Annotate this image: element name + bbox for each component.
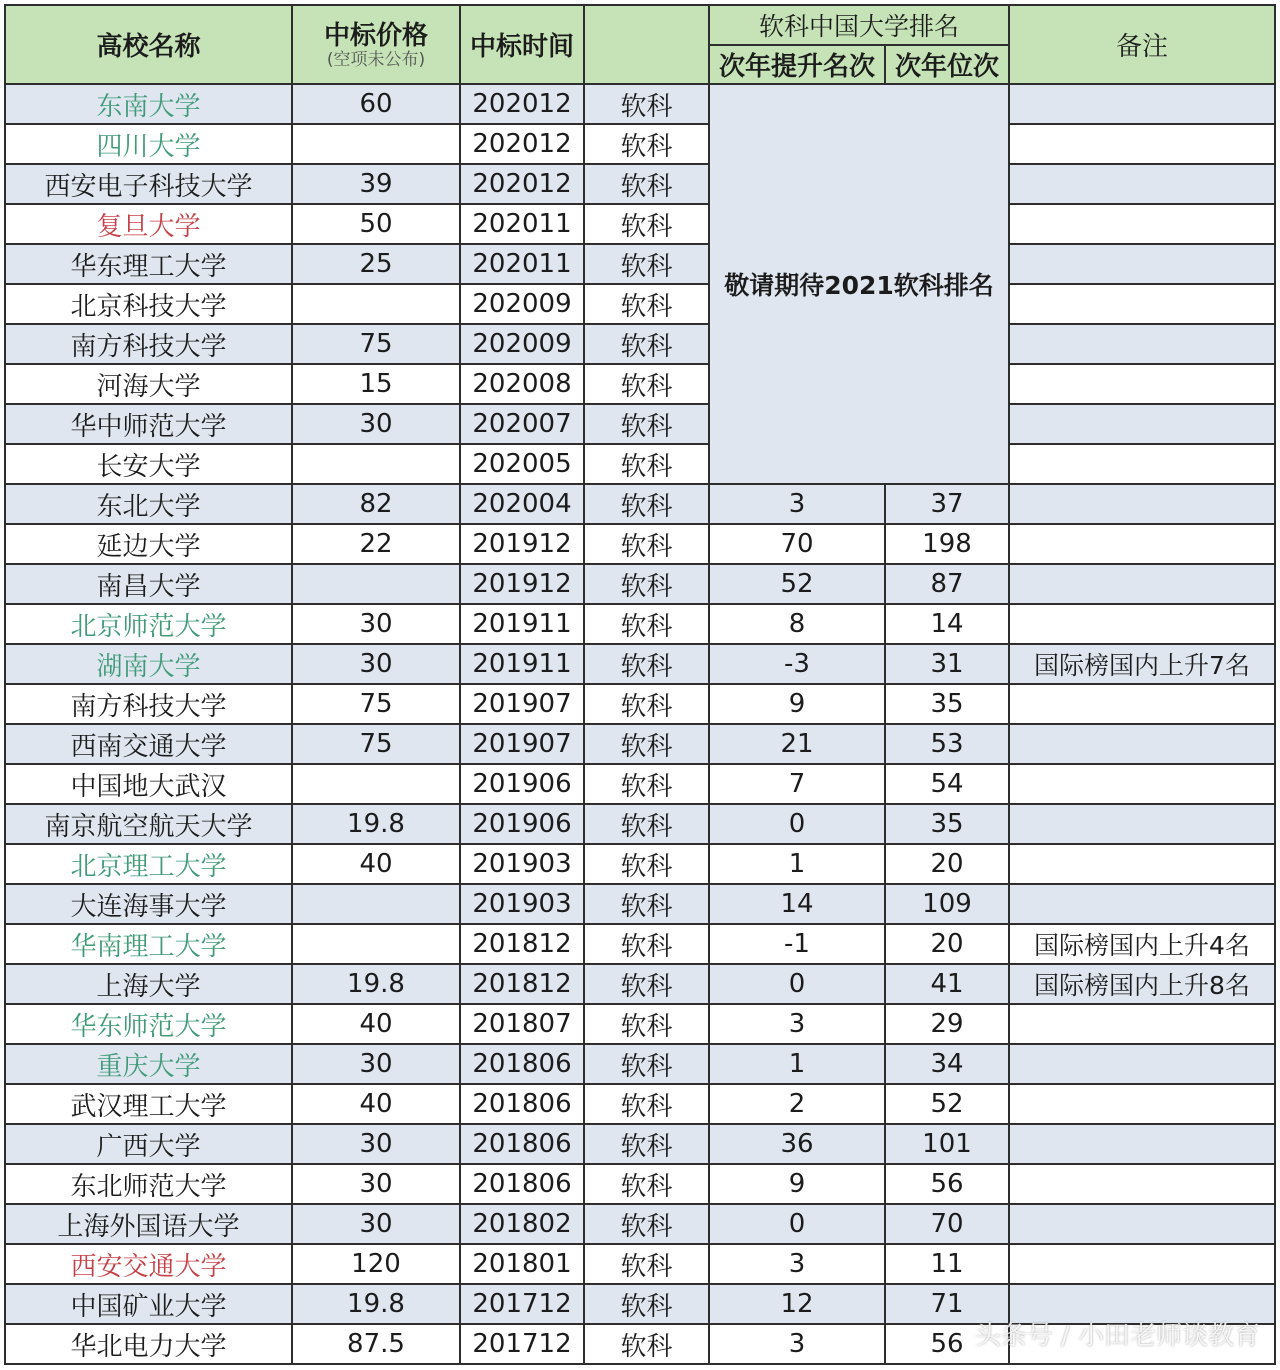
bid-time-cell: 202012: [460, 164, 584, 204]
ranking-type-cell: 软科: [584, 1084, 709, 1124]
table-row: [5, 1204, 1275, 1244]
school-name-cell: 河海大学: [5, 364, 292, 404]
rank-position-cell: 56: [885, 1324, 1009, 1364]
rank-position-cell: 87: [885, 564, 1009, 604]
bid-price-cell: [292, 124, 460, 164]
school-name-cell: 中国矿业大学: [5, 1284, 292, 1324]
bid-price-cell: 87.5: [292, 1324, 460, 1364]
table-body: [5, 84, 1275, 1364]
rank-position-cell: 41: [885, 964, 1009, 1004]
bid-time-cell: 201907: [460, 684, 584, 724]
bid-time-cell: 201812: [460, 964, 584, 1004]
table-row: [5, 284, 1275, 324]
ranking-type-cell: 软科: [584, 284, 709, 324]
rank-position-cell: 11: [885, 1244, 1009, 1284]
header-rank-change: 次年提升名次: [709, 45, 885, 84]
table-row: [5, 524, 1275, 564]
table-row: [5, 684, 1275, 724]
school-name-cell: 南方科技大学: [5, 324, 292, 364]
ranking-type-cell: 软科: [584, 1004, 709, 1044]
ranking-type-cell: 软科: [584, 1124, 709, 1164]
rank-position-cell: 53: [885, 724, 1009, 764]
table-row: [5, 124, 1275, 164]
remark-cell: [1009, 604, 1275, 644]
header-rank-position: 次年位次: [885, 45, 1009, 84]
ranking-type-cell: 软科: [584, 524, 709, 564]
remark-cell: [1009, 524, 1275, 564]
bid-time-cell: 201806: [460, 1164, 584, 1204]
table-row: [5, 764, 1275, 804]
rank-change-cell: 36: [709, 1124, 885, 1164]
bid-time-cell: 201812: [460, 924, 584, 964]
rank-position-cell: 37: [885, 484, 1009, 524]
rank-position-cell: 56: [885, 1164, 1009, 1204]
remark-cell: [1009, 1204, 1275, 1244]
ranking-type-cell: 软科: [584, 1244, 709, 1284]
ranking-type-cell: 软科: [584, 364, 709, 404]
rank-position-cell: 34: [885, 1044, 1009, 1084]
rank-change-cell: 12: [709, 1284, 885, 1324]
bid-price-cell: [292, 884, 460, 924]
bid-time-cell: 202009: [460, 284, 584, 324]
bid-time-cell: 202008: [460, 364, 584, 404]
school-name-cell: 长安大学: [5, 444, 292, 484]
table-row: [5, 804, 1275, 844]
bid-price-cell: 19.8: [292, 1284, 460, 1324]
ranking-type-cell: 软科: [584, 84, 709, 124]
table-row: [5, 844, 1275, 884]
rank-position-cell: 101: [885, 1124, 1009, 1164]
table-row: [5, 644, 1275, 684]
rank-change-cell: 52: [709, 564, 885, 604]
ranking-type-cell: 软科: [584, 484, 709, 524]
rank-change-cell: 0: [709, 1204, 885, 1244]
remark-cell: [1009, 1004, 1275, 1044]
table-row: [5, 1284, 1275, 1324]
remark-cell: [1009, 204, 1275, 244]
header-school: 高校名称: [5, 5, 292, 84]
remark-cell: 国际榜国内上升4名: [1009, 924, 1275, 964]
ranking-type-cell: 软科: [584, 964, 709, 1004]
remark-cell: [1009, 884, 1275, 924]
table-row: [5, 1244, 1275, 1284]
table-row: [5, 484, 1275, 524]
rank-change-cell: 14: [709, 884, 885, 924]
remark-cell: [1009, 684, 1275, 724]
school-name-cell: 南方科技大学: [5, 684, 292, 724]
remark-cell: [1009, 444, 1275, 484]
rank-position-cell: 35: [885, 684, 1009, 724]
bid-price-cell: [292, 564, 460, 604]
school-name-cell: 西安交通大学: [5, 1244, 292, 1284]
school-name-cell: 东南大学: [5, 84, 292, 124]
bid-price-cell: 40: [292, 1084, 460, 1124]
rank-position-cell: 14: [885, 604, 1009, 644]
bid-time-cell: 201907: [460, 724, 584, 764]
header-type-blank: [584, 5, 709, 84]
ranking-type-cell: 软科: [584, 564, 709, 604]
table-row: [5, 364, 1275, 404]
rank-change-cell: 9: [709, 1164, 885, 1204]
table-row: [5, 1324, 1275, 1364]
bid-time-cell: 201903: [460, 844, 584, 884]
header-price-note: (空项未公布): [326, 49, 426, 70]
bid-time-cell: 201806: [460, 1044, 584, 1084]
bid-time-cell: 201806: [460, 1124, 584, 1164]
table-row: [5, 244, 1275, 284]
bid-time-cell: 201903: [460, 884, 584, 924]
remark-cell: [1009, 1284, 1275, 1324]
table-row: [5, 1164, 1275, 1204]
school-name-cell: 东北师范大学: [5, 1164, 292, 1204]
school-name-cell: 上海大学: [5, 964, 292, 1004]
table-row: [5, 84, 1275, 124]
remark-cell: [1009, 1324, 1275, 1364]
remark-cell: [1009, 1044, 1275, 1084]
bid-time-cell: 202011: [460, 204, 584, 244]
ranking-type-cell: 软科: [584, 924, 709, 964]
school-name-cell: 湖南大学: [5, 644, 292, 684]
table-row: [5, 1084, 1275, 1124]
bid-price-cell: 30: [292, 1204, 460, 1244]
bid-price-cell: 19.8: [292, 964, 460, 1004]
school-name-cell: 东北大学: [5, 484, 292, 524]
bid-price-cell: 40: [292, 1004, 460, 1044]
school-name-cell: 复旦大学: [5, 204, 292, 244]
rank-change-cell: 7: [709, 764, 885, 804]
ranking-type-cell: 软科: [584, 644, 709, 684]
bid-time-cell: 201911: [460, 604, 584, 644]
rank-position-cell: 52: [885, 1084, 1009, 1124]
ranking-type-cell: 软科: [584, 764, 709, 804]
remark-cell: [1009, 324, 1275, 364]
rank-position-cell: 54: [885, 764, 1009, 804]
bid-time-cell: 202005: [460, 444, 584, 484]
rank-change-cell: 21: [709, 724, 885, 764]
table-row: [5, 164, 1275, 204]
school-name-cell: 武汉理工大学: [5, 1084, 292, 1124]
bid-price-cell: 75: [292, 324, 460, 364]
rank-change-cell: 3: [709, 1004, 885, 1044]
remark-cell: [1009, 1244, 1275, 1284]
school-name-cell: 四川大学: [5, 124, 292, 164]
remark-cell: [1009, 244, 1275, 284]
bid-price-cell: 39: [292, 164, 460, 204]
remark-cell: [1009, 1084, 1275, 1124]
header-price: 中标价格 (空项未公布): [292, 5, 460, 84]
table-row: [5, 724, 1275, 764]
table-row: [5, 564, 1275, 604]
bid-price-cell: 30: [292, 604, 460, 644]
bid-price-cell: 75: [292, 724, 460, 764]
bid-time-cell: 202007: [460, 404, 584, 444]
bid-time-cell: 201806: [460, 1084, 584, 1124]
bid-time-cell: 201906: [460, 764, 584, 804]
table-row: [5, 604, 1275, 644]
remark-cell: [1009, 724, 1275, 764]
ranking-type-cell: 软科: [584, 164, 709, 204]
bid-time-cell: 202004: [460, 484, 584, 524]
remark-cell: [1009, 564, 1275, 604]
bid-ranking-table: [4, 4, 1276, 1365]
school-name-cell: 北京理工大学: [5, 844, 292, 884]
table-row: [5, 884, 1275, 924]
rank-position-cell: 31: [885, 644, 1009, 684]
header-ranking-group: 软科中国大学排名: [709, 5, 1009, 45]
school-name-cell: 华东师范大学: [5, 1004, 292, 1044]
bid-price-cell: 25: [292, 244, 460, 284]
ranking-type-cell: 软科: [584, 844, 709, 884]
rank-position-cell: 198: [885, 524, 1009, 564]
ranking-type-cell: 软科: [584, 1284, 709, 1324]
school-name-cell: 大连海事大学: [5, 884, 292, 924]
remark-cell: [1009, 284, 1275, 324]
school-name-cell: 重庆大学: [5, 1044, 292, 1084]
bid-price-cell: 22: [292, 524, 460, 564]
rank-position-cell: 20: [885, 844, 1009, 884]
ranking-type-cell: 软科: [584, 884, 709, 924]
ranking-type-cell: 软科: [584, 204, 709, 244]
bid-time-cell: 201712: [460, 1324, 584, 1364]
bid-price-cell: 120: [292, 1244, 460, 1284]
bid-time-cell: 202011: [460, 244, 584, 284]
school-name-cell: 华南理工大学: [5, 924, 292, 964]
rank-position-cell: 20: [885, 924, 1009, 964]
remark-cell: 国际榜国内上升8名: [1009, 964, 1275, 1004]
bid-price-cell: 30: [292, 404, 460, 444]
rank-change-cell: 3: [709, 1324, 885, 1364]
remark-cell: [1009, 364, 1275, 404]
table-row: [5, 1124, 1275, 1164]
pending-ranking-note: 敬请期待2021软科排名: [709, 84, 1009, 484]
bid-price-cell: 19.8: [292, 804, 460, 844]
rank-change-cell: 9: [709, 684, 885, 724]
ranking-type-cell: 软科: [584, 324, 709, 364]
rank-change-cell: 0: [709, 804, 885, 844]
remark-cell: 国际榜国内上升7名: [1009, 644, 1275, 684]
bid-time-cell: 201802: [460, 1204, 584, 1244]
rank-position-cell: 70: [885, 1204, 1009, 1244]
remark-cell: [1009, 804, 1275, 844]
bid-time-cell: 201912: [460, 524, 584, 564]
school-name-cell: 华北电力大学: [5, 1324, 292, 1364]
bid-time-cell: 201911: [460, 644, 584, 684]
rank-change-cell: 8: [709, 604, 885, 644]
ranking-type-cell: 软科: [584, 684, 709, 724]
remark-cell: [1009, 404, 1275, 444]
school-name-cell: 华东理工大学: [5, 244, 292, 284]
ranking-type-cell: 软科: [584, 124, 709, 164]
bid-price-cell: 30: [292, 644, 460, 684]
ranking-type-cell: 软科: [584, 1324, 709, 1364]
table-row: [5, 204, 1275, 244]
school-name-cell: 西南交通大学: [5, 724, 292, 764]
rank-change-cell: 70: [709, 524, 885, 564]
rank-position-cell: 71: [885, 1284, 1009, 1324]
bid-price-cell: 40: [292, 844, 460, 884]
school-name-cell: 北京师范大学: [5, 604, 292, 644]
school-name-cell: 中国地大武汉: [5, 764, 292, 804]
school-name-cell: 延边大学: [5, 524, 292, 564]
remark-cell: [1009, 484, 1275, 524]
bid-price-cell: 60: [292, 84, 460, 124]
rank-position-cell: 35: [885, 804, 1009, 844]
ranking-type-cell: 软科: [584, 444, 709, 484]
rank-position-cell: 109: [885, 884, 1009, 924]
table-row: [5, 1004, 1275, 1044]
remark-cell: [1009, 1164, 1275, 1204]
school-name-cell: 上海外国语大学: [5, 1204, 292, 1244]
school-name-cell: 西安电子科技大学: [5, 164, 292, 204]
remark-cell: [1009, 84, 1275, 124]
header-remark: 备注: [1009, 5, 1275, 84]
table-row: [5, 324, 1275, 364]
bid-time-cell: 202012: [460, 124, 584, 164]
bid-time-cell: 201912: [460, 564, 584, 604]
header-time: 中标时间: [460, 5, 584, 84]
remark-cell: [1009, 764, 1275, 804]
ranking-type-cell: 软科: [584, 804, 709, 844]
bid-time-cell: 202012: [460, 84, 584, 124]
bid-price-cell: [292, 924, 460, 964]
rank-change-cell: -1: [709, 924, 885, 964]
bid-time-cell: 201807: [460, 1004, 584, 1044]
rank-change-cell: 2: [709, 1084, 885, 1124]
ranking-type-cell: 软科: [584, 404, 709, 444]
ranking-type-cell: 软科: [584, 1044, 709, 1084]
rank-change-cell: 1: [709, 844, 885, 884]
bid-price-cell: 30: [292, 1044, 460, 1084]
school-name-cell: 南昌大学: [5, 564, 292, 604]
bid-price-cell: 15: [292, 364, 460, 404]
ranking-type-cell: 软科: [584, 1164, 709, 1204]
school-name-cell: 南京航空航天大学: [5, 804, 292, 844]
bid-price-cell: 50: [292, 204, 460, 244]
table-row: [5, 1044, 1275, 1084]
school-name-cell: 北京科技大学: [5, 284, 292, 324]
rank-change-cell: 3: [709, 1244, 885, 1284]
remark-cell: [1009, 844, 1275, 884]
rank-position-cell: 29: [885, 1004, 1009, 1044]
remark-cell: [1009, 164, 1275, 204]
bid-price-cell: [292, 764, 460, 804]
ranking-type-cell: 软科: [584, 244, 709, 284]
table-row: [5, 964, 1275, 1004]
bid-price-cell: [292, 284, 460, 324]
rank-change-cell: 1: [709, 1044, 885, 1084]
bid-price-cell: 30: [292, 1164, 460, 1204]
ranking-type-cell: 软科: [584, 724, 709, 764]
rank-change-cell: -3: [709, 644, 885, 684]
bid-time-cell: 202009: [460, 324, 584, 364]
bid-price-cell: 82: [292, 484, 460, 524]
table-row: [5, 444, 1275, 484]
bid-price-cell: 75: [292, 684, 460, 724]
bid-price-cell: [292, 444, 460, 484]
bid-time-cell: 201712: [460, 1284, 584, 1324]
watermark: 头条号 / 小田老师谈教育: [974, 1321, 1260, 1351]
remark-cell: [1009, 124, 1275, 164]
rank-change-cell: 0: [709, 964, 885, 1004]
bid-time-cell: 201906: [460, 804, 584, 844]
bid-price-cell: 30: [292, 1124, 460, 1164]
table-row: [5, 404, 1275, 444]
table-row: [5, 924, 1275, 964]
bid-time-cell: 201801: [460, 1244, 584, 1284]
school-name-cell: 广西大学: [5, 1124, 292, 1164]
rank-change-cell: 3: [709, 484, 885, 524]
ranking-type-cell: 软科: [584, 604, 709, 644]
ranking-type-cell: 软科: [584, 1204, 709, 1244]
school-name-cell: 华中师范大学: [5, 404, 292, 444]
table-header: [5, 5, 1275, 84]
remark-cell: [1009, 1124, 1275, 1164]
